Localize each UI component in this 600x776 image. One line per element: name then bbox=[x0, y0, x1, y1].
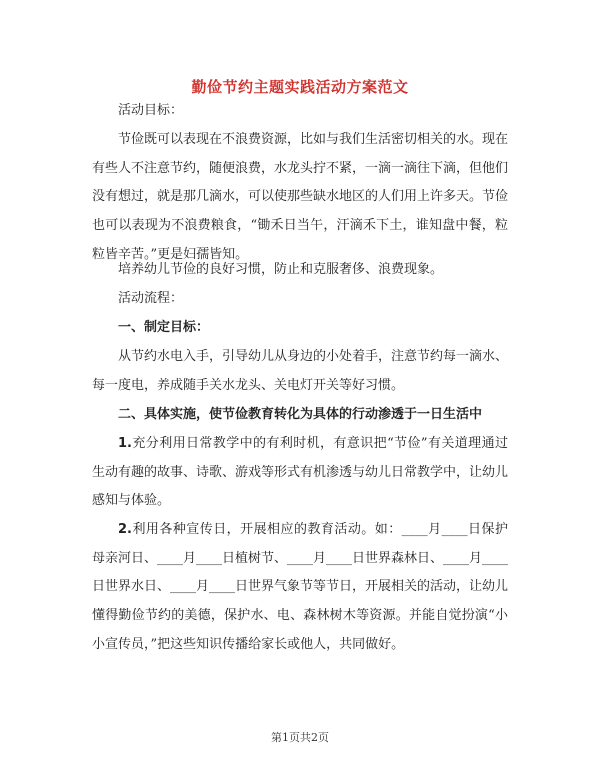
step2-heading: 二、具体实施，使节俭教育转化为具体的行动渗透于一日生活中 bbox=[118, 407, 483, 422]
page-footer: 第1页共2页 bbox=[271, 731, 329, 744]
item1-number: 1. bbox=[118, 436, 132, 451]
process-label: 活动流程： bbox=[118, 291, 184, 306]
goal-paragraph-1: 节俭既可以表现在不浪费资源，比如与我们生活密切相关的水。现在有些人不注意节约，随便浪费，水龙头拧不紧，一滴一滴往下滴，但他们没有想过，就是那几滴水，可以使那些缺水地区的人们用上许多天。节俭也可以表现为不浪费粮食，“锄禾日当午，汗滴禾下土，谁知盘中餐，粒粒皆辛苦。”更是妇孺皆知。 bbox=[92, 132, 509, 262]
goal-label: 活动目标： bbox=[118, 103, 184, 118]
item2-number: 2. bbox=[118, 522, 132, 537]
item1-text: 充分利用日常教学中的有利时机，有意识把“节俭”有关道理通过生动有趣的故事、诗歌、游戏等形式有机渗透与幼儿日常教学中，让幼儿感知与体验。 bbox=[92, 436, 509, 509]
step1-heading: 一、制定目标： bbox=[118, 320, 210, 335]
step2-item-1 bbox=[92, 430, 508, 516]
document-title: 勤俭节约主题实践活动方案范文 bbox=[191, 78, 409, 96]
step1-text: 从节约水电入手，引导幼儿从身边的小处着手，注意节约每一滴水、每一度电，养成随手关水龙头、关电灯开关等好习惯。 bbox=[92, 349, 509, 393]
goal-paragraph-2: 培养幼儿节俭的良好习惯，防止和克服奢侈、浪费现象。 bbox=[118, 262, 444, 277]
item2-text: 利用各种宣传日，开展相应的教育活动。如：____月____日保护母亲河日、____月____日植树节、____月____日世界森林日、____月____日世界水日、____月____日世界气象节等节日，开展相关的活动，让幼儿懂得勤俭节约的美德，保护水、电、森林树木等资源。并能自觉扮演“小小宣传员，”把这些知识传播给家长或他人，共同做好。 bbox=[92, 522, 509, 652]
step2-item-2 bbox=[92, 516, 508, 660]
